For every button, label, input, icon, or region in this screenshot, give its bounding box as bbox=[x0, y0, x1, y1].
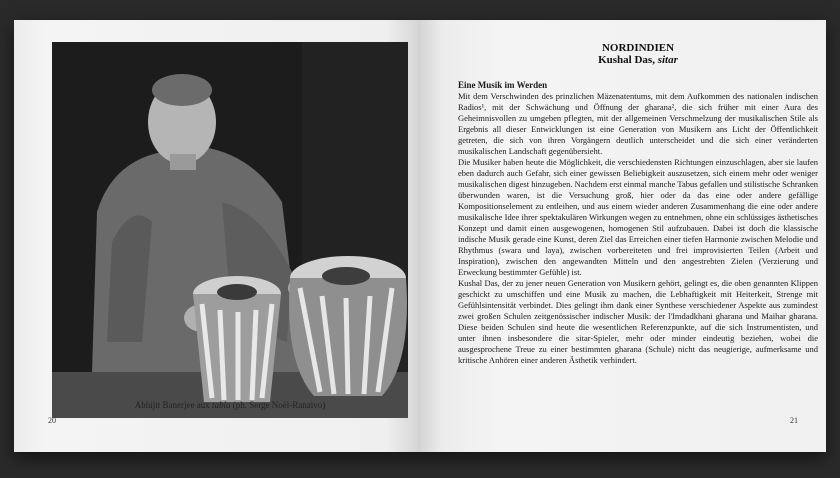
book-spread bbox=[14, 20, 826, 452]
tabla-player-illustration bbox=[52, 42, 408, 418]
page-number-left: 20 bbox=[48, 416, 56, 425]
photo-caption bbox=[52, 400, 408, 410]
caption-credit: (ph. Serge Noël-Ranaivo) bbox=[230, 400, 326, 410]
artist-instrument: sitar bbox=[657, 54, 678, 66]
article-body bbox=[458, 80, 818, 366]
musician-photo bbox=[52, 42, 408, 418]
page-number-right: 21 bbox=[790, 416, 798, 425]
artist-name: Kushal Das, bbox=[598, 54, 658, 66]
caption-text: Abhijit Banerjee aux bbox=[134, 400, 212, 410]
paragraph-2: Die Musiker haben heute die Möglichkeit, die verschiedensten Richtungen einzuschlagen, aber sie laufen eben dadurch auch Gefahr, sich einer gewissen Beliebigkeit auszusetzen, sich einem mehr oder weniger musikalischen digest hinzugeben. Nachdem erst einmal manche Tabus gefallen und stilistische Schranken überwunden waren, ist die Versuchung groß, hier oder da das eine oder andere gefällige Kompositionselement zu entleihen, und aus einem wieder anderen Zusammenhang die eine oder andere musikalische Idee ihrer spektakulären Wirkungen wegen zu entnehmen, ohne ein schlüssiges ästhetisches Konzept und damit einen ausgewogenen, homogenen Stil aufzubauen. Dabei ist doch die klassische indische Musik gerade eine Kunst, deren Ziel das Erreichen einer tiefen Harmonie zwischen Melodie und Rhythmus (swara und laya), zwischen vorbereiteten und frei improvisierten Teilen (Arbeit und Inspiration), zwischen den angewandten Mitteln und den angestrebten Zielen (Verzierung und Erweckung bestimmter Gefühle) ist. bbox=[458, 157, 818, 277]
left-page bbox=[14, 20, 418, 452]
chapter-title bbox=[458, 42, 818, 66]
section-heading: Eine Musik im Werden bbox=[458, 80, 548, 90]
paragraph-3: Kushal Das, der zu jener neuen Generation von Musikern gehört, gelingt es, die oben genannten Klippen geschickt zu umschiffen und eine Musik zu machen, die Lebhaftigkeit mit Heiterkeit, Strenge mit Gefühlsintensität verbindet. Dies gelingt ihm dank einer Synthese verschiedener Aspekte aus zumindest zwei großen Schulen zeitgenössischer indischer Musik: der l'Imdadkhani gharana und Maihar gharana. Diese beiden Schulen sind heute die wesentlichen Referenzpunkte, auf die sich Instrumentisten, und unter ihnen insbesondere die sitar-Spieler, mehr oder minder eindeutig beziehen, wobei die ausgesprochene Treue zu einer bestimmten gharana (Schule) nicht das neugierige, aufmerksame und kritische Anhören einer anderen Ästhetik verhindert. bbox=[458, 278, 818, 365]
artist-subtitle bbox=[458, 54, 818, 66]
caption-italic: tabla bbox=[211, 400, 231, 410]
paragraph-1: Mit dem Verschwinden des prinzlichen Mäzenatentums, mit dem Aufkommen des nationalen indischen Radios¹, mit der Schwächung und Öffnung der gharana², die sich früher mit einer Aura des Geheimnisvollen zu umgeben pflegten, mit der allgemeinen Verschmelzung der musikalischen Stile als Ergebnis all dieser Entwicklungen ist eine Generation von Musikern ans Licht der Öffentlichkeit getreten, die sich von ihren Vorgängern deutlich unterscheidet und die sich einer veränderten musikalischen Landschaft gegenübersieht. bbox=[458, 91, 818, 156]
region-title: NORDINDIEN bbox=[601, 42, 675, 54]
right-page bbox=[418, 20, 826, 452]
